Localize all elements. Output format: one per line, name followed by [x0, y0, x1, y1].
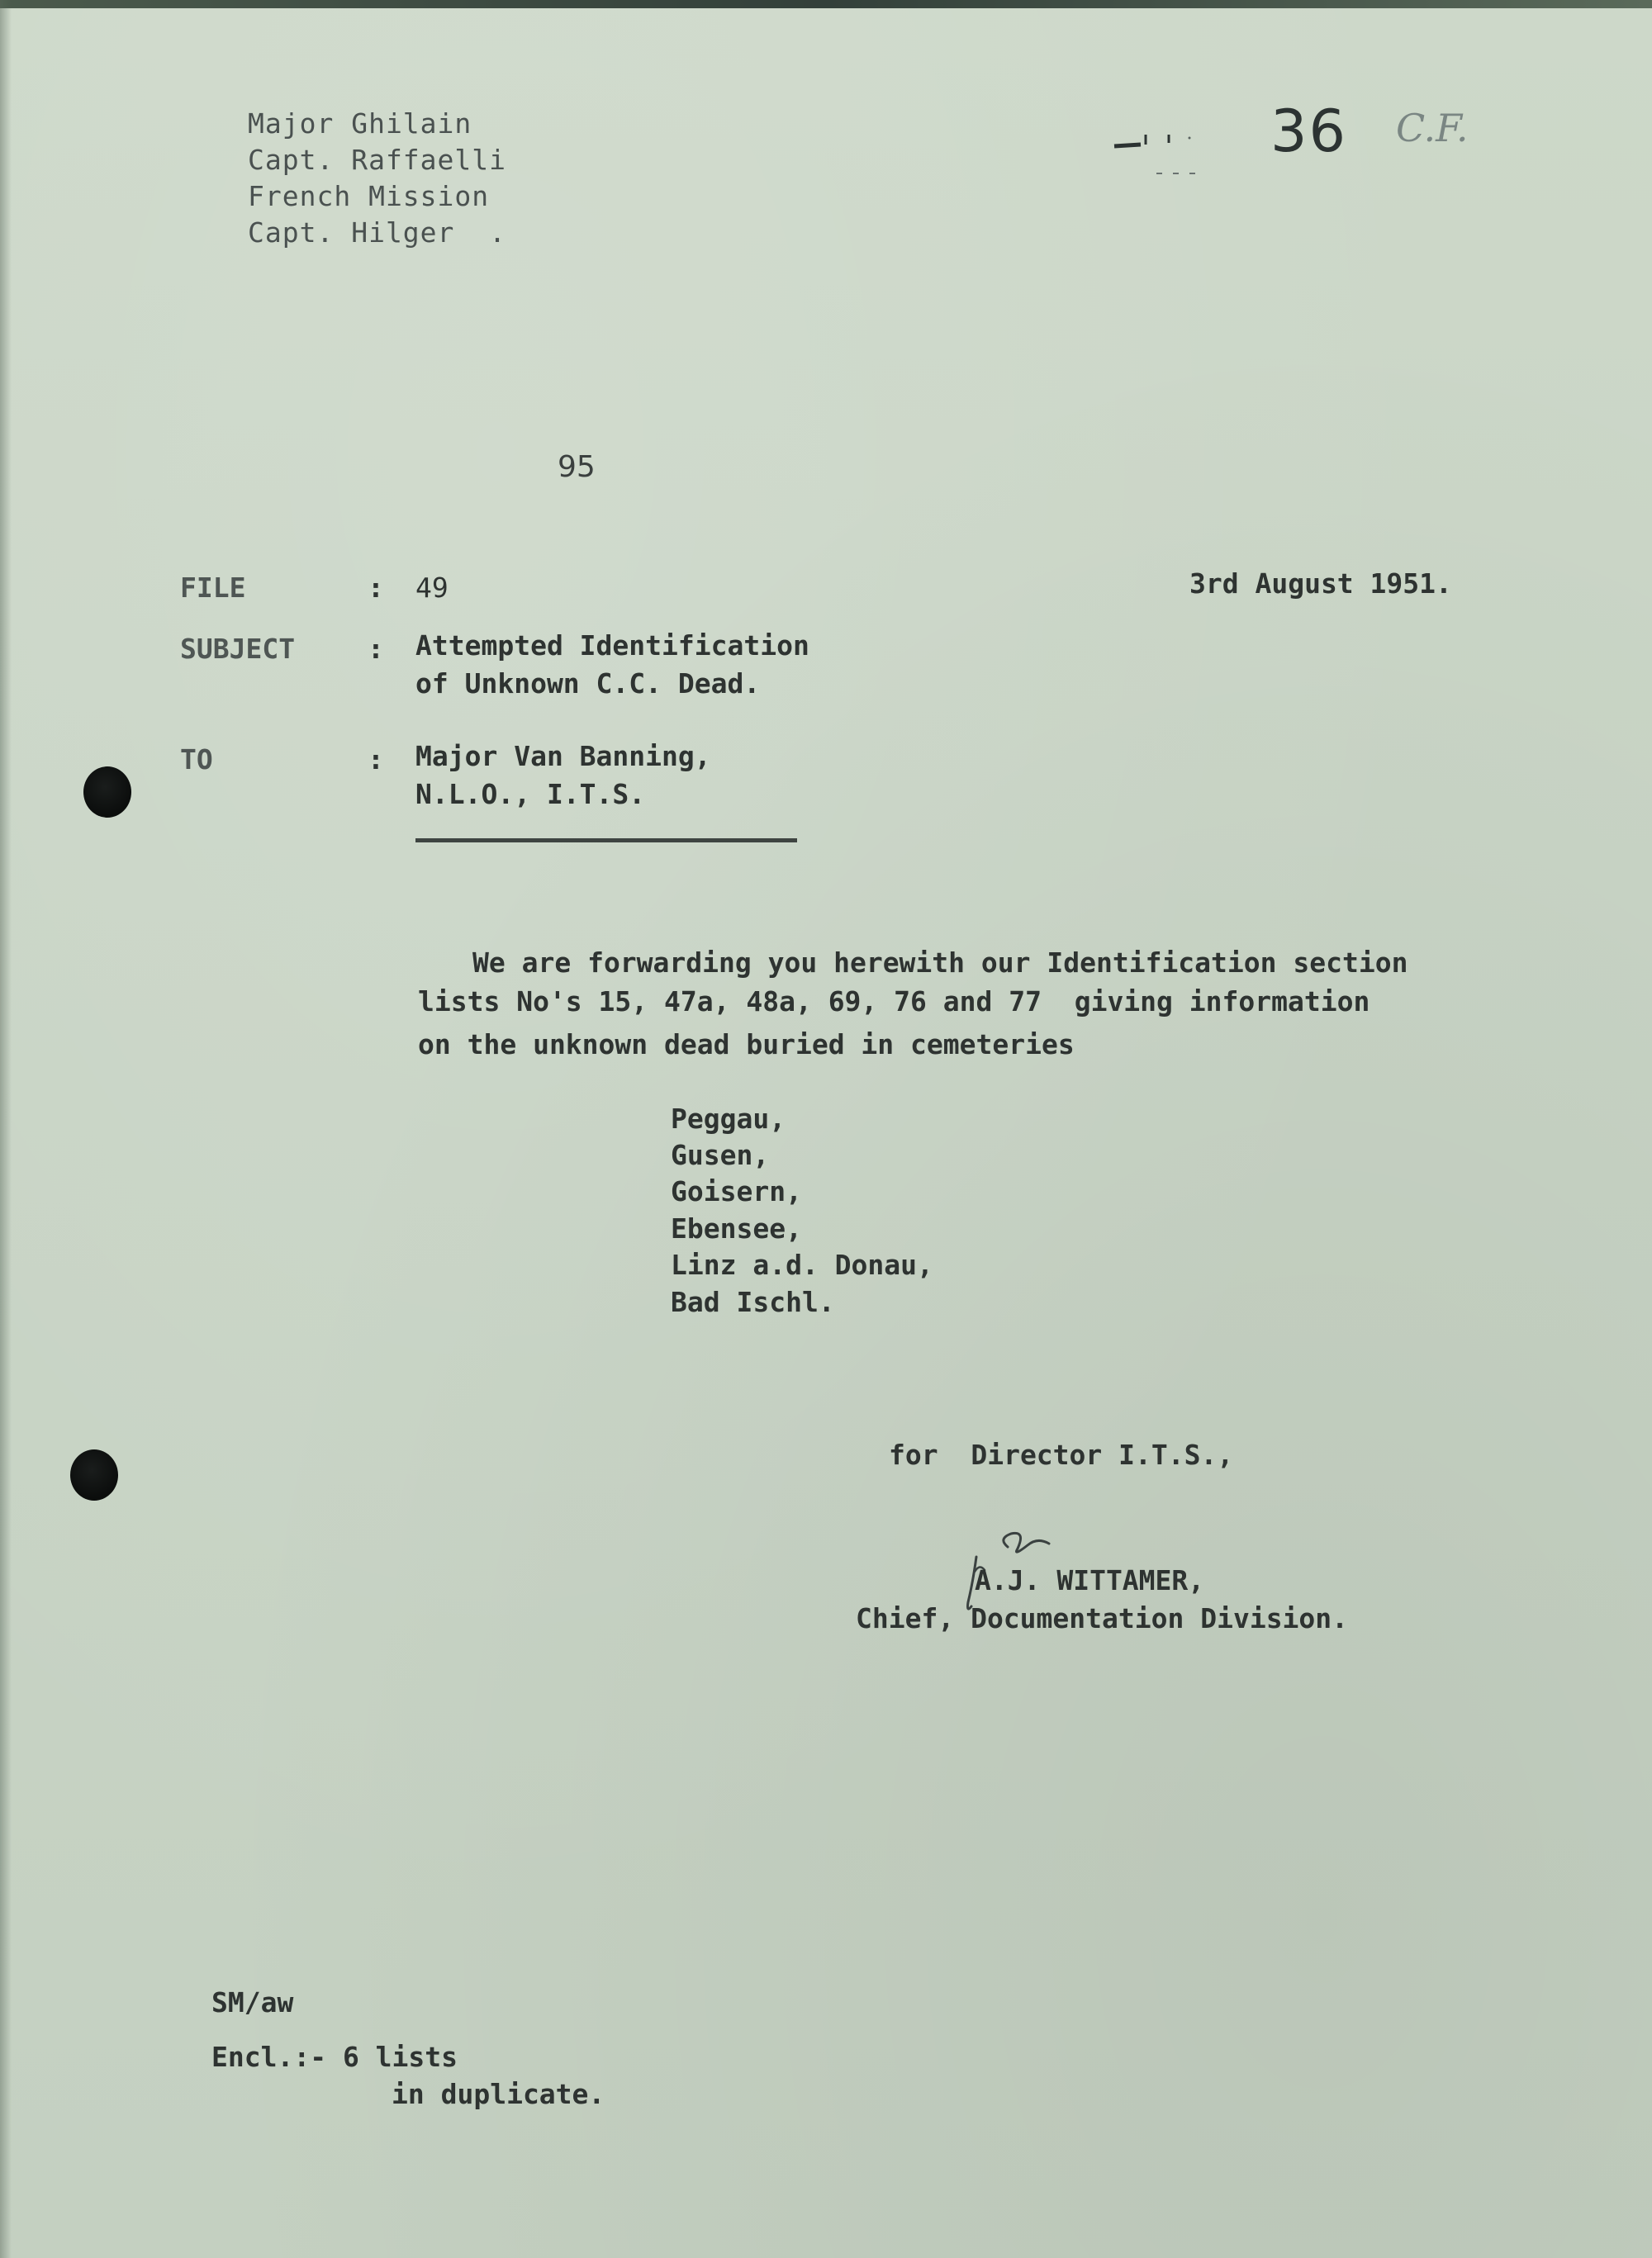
header-rule: [415, 838, 797, 842]
subject-line: of Unknown C.C. Dead.: [415, 667, 761, 700]
body-line: lists No's 15, 47a, 48a, 69, 76 and 77 giving information: [418, 985, 1370, 1018]
cemetery-item: Peggau,: [671, 1103, 786, 1135]
cemetery-item: Goisern,: [671, 1175, 802, 1207]
recipient-line: Major Van Banning,: [415, 740, 711, 772]
enclosure-line: in duplicate.: [392, 2078, 605, 2110]
signatory-title: Chief, Documentation Division.: [856, 1602, 1349, 1634]
cemetery-item: Gusen,: [671, 1139, 770, 1171]
distribution-line: Capt. Raffaelli: [248, 144, 507, 176]
scan-top-edge: [0, 0, 1652, 8]
body-line: on the unknown dead buried in cemeteries: [418, 1028, 1075, 1060]
subject-line: Attempted Identification: [415, 629, 809, 662]
scan-left-edge: [0, 0, 12, 2258]
file-number: 49: [415, 572, 449, 604]
reference-initials: C.F.: [1396, 106, 1469, 150]
page-number: 95: [558, 450, 596, 484]
reference-number: 36: [1270, 97, 1348, 165]
file-separator: :: [368, 572, 384, 604]
enclosure-line: Encl.:- 6 lists: [211, 2041, 458, 2073]
cemetery-item: Bad Ischl.: [671, 1286, 835, 1318]
distribution-line: French Mission: [248, 180, 490, 212]
distribution-line: Capt. Hilger .: [248, 216, 507, 249]
recipient-line: N.L.O., I.T.S.: [415, 778, 646, 810]
to-label: TO: [180, 743, 213, 776]
typist-reference: SM/aw: [211, 1986, 294, 2018]
punch-hole: [70, 1449, 118, 1501]
body-line: We are forwarding you herewith our Identification section: [472, 946, 1408, 979]
distribution-list: [248, 106, 506, 251]
letter-date: 3rd August 1951.: [1189, 567, 1452, 600]
file-label: FILE: [180, 572, 246, 604]
cemetery-item: Ebensee,: [671, 1212, 802, 1245]
punch-hole: [83, 766, 131, 818]
handwritten-marks: [1111, 128, 1210, 178]
signatory-name: A.J. WITTAMER,: [975, 1564, 1205, 1596]
distribution-line: Major Ghilain: [248, 107, 472, 140]
to-separator: :: [368, 743, 384, 776]
cemetery-item: Linz a.d. Donau,: [671, 1249, 933, 1281]
closing-for-line: for Director I.T.S.,: [889, 1439, 1234, 1471]
subject-label: SUBJECT: [180, 633, 296, 665]
subject-separator: :: [368, 633, 384, 665]
